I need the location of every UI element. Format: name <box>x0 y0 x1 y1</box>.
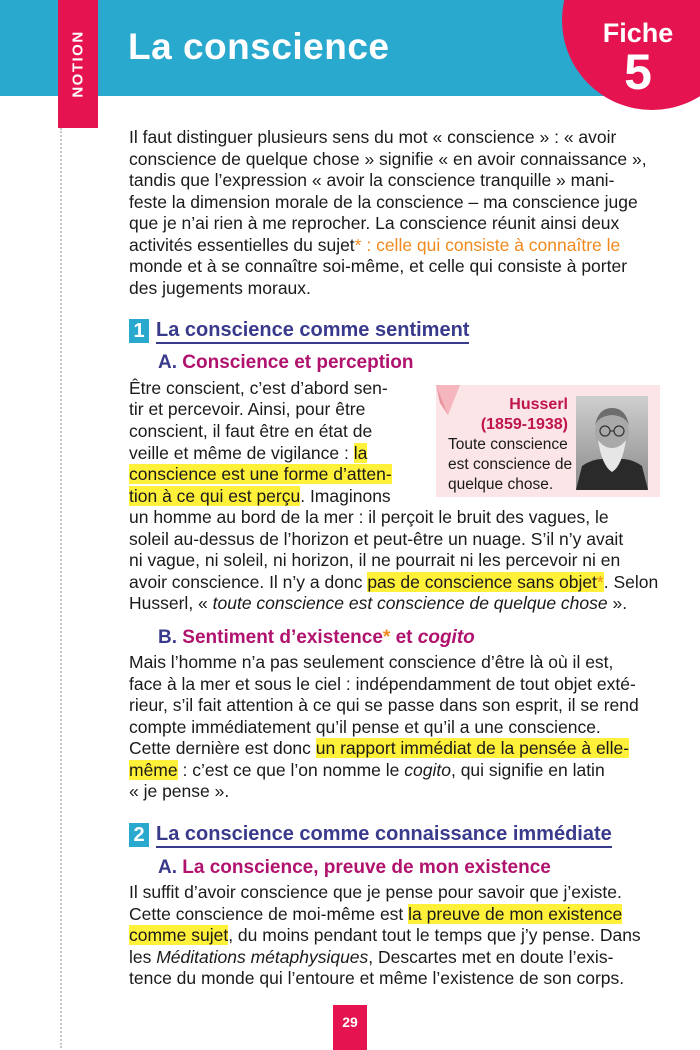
text-line: « je pense ». <box>129 781 230 801</box>
subsection-1b-heading <box>158 627 475 649</box>
text-line: tir et percevoir. Ainsi, pour être <box>129 399 366 419</box>
glossary-star: * : celle qui consiste à connaître le <box>354 235 621 255</box>
text-span: activités essentielles du sujet <box>129 235 355 255</box>
glossary-star: * <box>382 627 391 648</box>
text-line <box>129 738 659 760</box>
text-line: tence du monde qui l’entoure et même l’existence de son corps. <box>129 968 625 988</box>
text-span: ». <box>607 593 628 613</box>
text-span: les <box>129 947 157 967</box>
text-span: avoir conscience. Il n’y a donc <box>129 572 368 592</box>
section-number-badge: 2 <box>129 823 149 847</box>
quote-line: Toute conscience <box>448 436 568 453</box>
subsection-title: Conscience et perception <box>182 352 414 373</box>
subsection-letter: A. <box>158 857 177 878</box>
subsection-title: La conscience, preuve de mon existence <box>182 857 551 878</box>
text-line <box>129 593 659 615</box>
author-name-text: Husserl <box>509 396 568 413</box>
quote-line: quelque chose. <box>448 476 554 493</box>
text-line: conscience de quelque chose » signifie « en avoir connaissance », <box>129 149 647 169</box>
husserl-portrait <box>576 396 648 490</box>
highlight: même <box>129 760 178 780</box>
text-span: Husserl, « <box>129 593 213 613</box>
text-line <box>129 947 659 969</box>
text-line <box>129 925 659 947</box>
section-2-heading <box>129 823 612 849</box>
highlight: un rapport immédiat de la pensée à elle- <box>315 738 630 758</box>
text-line: Il suffit d’avoir conscience que je pense pour savoir que j’existe. <box>129 882 622 902</box>
highlight <box>367 572 603 592</box>
subsection-title-italic: cogito <box>417 627 475 648</box>
text-line <box>129 443 421 465</box>
page-title: La conscience <box>128 26 390 67</box>
highlight: conscience est une forme d’atten- <box>129 464 392 484</box>
text-line: soleil au-dessus de l’horizon et peut-être un nuage. S’il n’y avait <box>129 529 624 549</box>
text-line: rieur, s’il fait attention à ce qui se passe dans son esprit, il se rend <box>129 695 639 715</box>
quote-italic: toute conscience est conscience de quelque chose <box>212 593 608 613</box>
quote-line: est conscience de <box>448 456 573 473</box>
subsection-2a-heading <box>158 857 551 879</box>
text-line: tandis que l’expression « avoir la conscience tranquille » mani- <box>129 170 615 190</box>
section-number-badge: 1 <box>129 319 149 343</box>
subsection-title: Sentiment d’existence <box>182 627 383 648</box>
highlight: tion à ce qui est perçu <box>129 486 301 506</box>
text-span: : c’est ce que l’on nomme le <box>177 760 405 780</box>
margin-dotted-rule <box>60 128 62 1048</box>
text-line: compte immédiatement qu’il pense et qu’il a une conscience. <box>129 717 601 737</box>
subsection-letter: B. <box>158 627 177 648</box>
text-line: feste la dimension morale de la conscience – ma conscience juge <box>129 192 638 212</box>
fiche-label: Fiche <box>602 18 674 48</box>
highlight: la preuve de mon existence <box>408 904 623 924</box>
text-span: , du moins pendant tout le temps que j’y pense. Dans <box>228 925 641 945</box>
section-title: La conscience comme connaissance immédiate <box>156 823 612 848</box>
highlight: la <box>353 443 368 463</box>
author-dates: (1859-1938) <box>480 416 568 433</box>
text-span: veille et même de vigilance : <box>129 443 354 463</box>
text-span: , Descartes met en doute l’exis- <box>368 947 614 967</box>
text-line <box>129 235 659 257</box>
book-title-italic: Méditations métaphysiques <box>156 947 369 967</box>
text-line <box>129 486 421 508</box>
notion-label: NOTION <box>69 30 87 98</box>
text-line: conscient, il faut être en état de <box>129 421 373 441</box>
text-span: . Imaginons <box>300 486 391 506</box>
text-line: des jugements moraux. <box>129 278 311 298</box>
text-line <box>129 464 421 486</box>
glossary-star: * <box>596 572 604 592</box>
subsection-letter: A. <box>158 352 177 373</box>
text-line: Être conscient, c’est d’abord sen- <box>129 378 388 398</box>
author-name <box>448 395 568 435</box>
subsection-1a-heading <box>158 352 414 374</box>
page-number: 29 <box>342 1014 358 1030</box>
text-line <box>129 760 659 782</box>
highlight: comme sujet <box>129 925 229 945</box>
text-span: pas de conscience sans objet <box>367 572 597 592</box>
text-line: Mais l’homme n’a pas seulement conscience d’être là où il est, <box>129 652 614 672</box>
section-1-heading <box>129 319 469 345</box>
italic-term: cogito <box>404 760 451 780</box>
subsection-title-connector: et <box>390 627 418 648</box>
text-line <box>129 904 659 926</box>
text-line: que je n’ai rien à me reprocher. La conscience réunit ainsi deux <box>129 213 620 233</box>
text-line: ni vague, ni soleil, ni horizon, il ne pourrait ni les percevoir ni en <box>129 550 621 570</box>
fiche-number: 5 <box>624 44 652 100</box>
author-quote <box>448 435 578 495</box>
section-title: La conscience comme sentiment <box>156 319 469 344</box>
text-line: Il faut distinguer plusieurs sens du mot « conscience » : « avoir <box>129 127 617 147</box>
text-line: monde et à se connaître soi-même, et celle qui consiste à porter <box>129 256 628 276</box>
text-span: . Selon <box>603 572 659 592</box>
text-line: face à la mer et sous le ciel : indépendamment de tout objet exté- <box>129 674 636 694</box>
text-span: Cette conscience de moi-même est <box>129 904 409 924</box>
text-line <box>129 572 659 594</box>
text-span: Cette dernière est donc <box>129 738 316 758</box>
text-line: un homme au bord de la mer : il perçoit le bruit des vagues, le <box>129 507 609 527</box>
text-span: , qui signifie en latin <box>450 760 605 780</box>
